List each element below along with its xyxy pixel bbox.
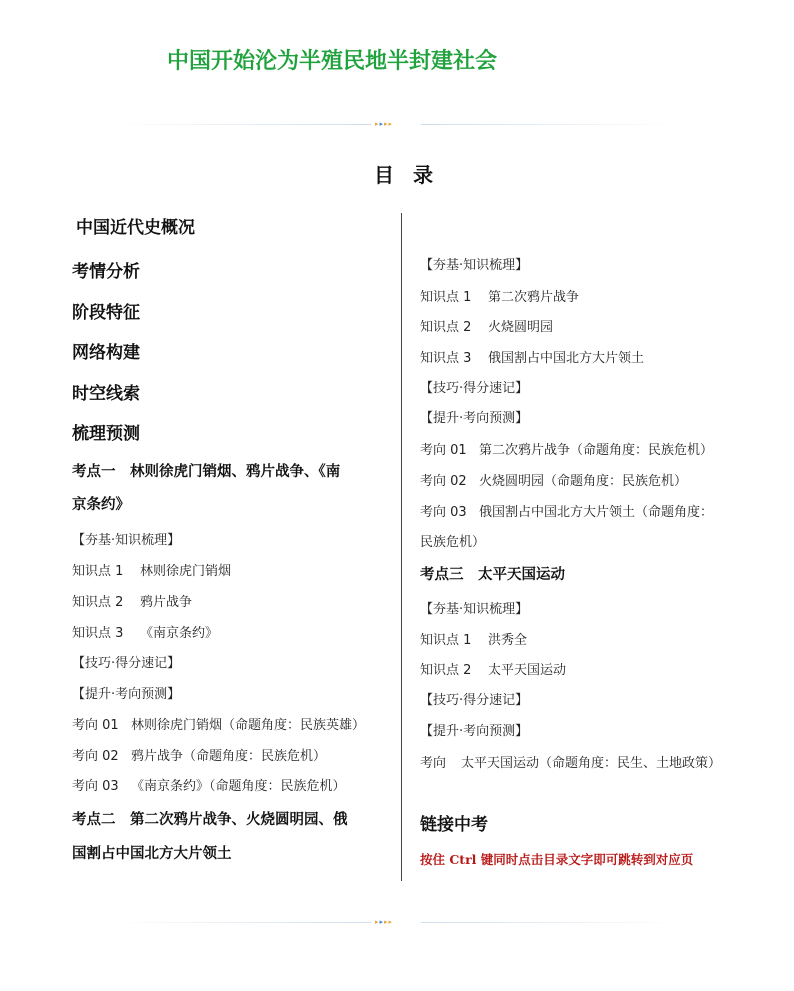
toc-link-kp1-d2[interactable] [72,745,326,764]
column-divider [401,213,402,881]
toc-link-forecast[interactable]: 梳理预测 [72,424,140,444]
item-prefix: 考向 01 [420,443,467,458]
item-text: 《南京条约》（命题角度：民族危机） [131,779,346,794]
toc-link-kp2-k3[interactable] [420,347,644,366]
item-prefix: 知识点 3 [72,626,124,641]
item-prefix: 考向 01 [72,718,119,733]
toc-heading: 目 录 [374,163,439,187]
item-text: 俄国割占中国北方大片领土 [488,351,645,366]
item-prefix: 知识点 3 [420,351,472,366]
toc-link-kp2-line2[interactable]: 国割占中国北方大片领土 [72,846,232,862]
item-prefix: 知识点 1 [72,564,124,579]
toc-link-stage[interactable]: 阶段特征 [72,303,140,323]
item-prefix: 知识点 2 [72,595,124,610]
toc-link-analysis[interactable]: 考情分析 [72,262,140,282]
toc-link-kp3-basics[interactable]: 【夯基·知识梳理】 [420,602,529,617]
toc-link-kp1-d3[interactable] [72,775,346,794]
toc-link-kp2-d3[interactable] [420,501,713,520]
bottom-divider-right [421,922,677,923]
top-divider-ornament: ▸▸▸▸ [375,120,394,128]
toc-link-kp2-d1[interactable] [420,439,713,458]
toc-link-overview[interactable]: 中国近代史概况 [76,218,195,238]
item-text: 鸦片战争（命题角度：民族危机） [131,749,327,764]
item-prefix: 考向 03 [420,505,467,520]
toc-link-kp2-skill[interactable]: 【技巧·得分速记】 [420,381,529,396]
item-text: 太平天国运动 [488,663,567,678]
toc-link-timeline[interactable]: 时空线索 [72,384,140,404]
document-title: 中国开始沦为半殖民地半封建社会 [167,49,498,74]
toc-link-kp3[interactable]: 考点三 太平天国运动 [420,567,565,583]
item-prefix: 考向 02 [420,474,467,489]
toc-link-kp1-skill[interactable]: 【技巧·得分速记】 [72,656,181,671]
toc-link-kp2-d2[interactable] [420,470,687,489]
item-text: 太平天国运动（命题角度：民生、土地政策） [461,756,722,771]
item-text: 俄国割占中国北方大片领土（命题角度： [479,505,714,520]
item-prefix: 知识点 1 [420,633,472,648]
item-prefix: 知识点 2 [420,663,472,678]
item-prefix: 考向 [420,756,447,771]
item-text: 火烧圆明园（命题角度：民族危机） [479,474,688,489]
toc-link-kp1-k3[interactable] [72,622,218,641]
bottom-divider-left [115,922,371,923]
toc-link-kp1-basics[interactable]: 【夯基·知识梳理】 [72,533,181,548]
item-text: 《南京条约》 [140,626,219,641]
top-divider-right [421,124,677,125]
toc-link-kp1-d1[interactable] [72,714,365,733]
toc-link-kp2-d3-cont[interactable]: 民族危机） [420,535,486,550]
toc-link-kp1-up[interactable]: 【提升·考向预测】 [72,687,181,702]
toc-link-kp2-k2[interactable] [420,316,553,335]
item-text: 鸦片战争 [140,595,193,610]
bottom-divider-ornament: ▸▸▸▸ [375,918,394,926]
toc-link-kp2-basics[interactable]: 【夯基·知识梳理】 [420,258,529,273]
toc-link-kp3-d[interactable] [420,752,721,771]
item-text: 第二次鸦片战争（命题角度：民族危机） [479,443,714,458]
item-text: 林则徐虎门销烟（命题角度：民族英雄） [131,718,366,733]
toc-link-exam[interactable]: 链接中考 [420,815,488,835]
toc-link-kp1-line1[interactable]: 考点一 林则徐虎门销烟、鸦片战争、《南 [72,464,341,480]
navigation-hint: 按住 Ctrl 键同时点击目录文字即可跳转到对应页 [420,852,694,867]
item-prefix: 考向 02 [72,749,119,764]
top-divider-left [115,124,371,125]
toc-link-kp2-k1[interactable] [420,286,579,305]
item-prefix: 知识点 1 [420,290,472,305]
toc-link-kp2-line1[interactable]: 考点二 第二次鸦片战争、火烧圆明园、俄 [72,812,348,828]
toc-link-kp1-line2[interactable]: 京条约》 [72,497,130,513]
toc-link-kp2-up[interactable]: 【提升·考向预测】 [420,411,529,426]
toc-link-kp1-k2[interactable] [72,591,192,610]
item-text: 林则徐虎门销烟 [140,564,232,579]
item-text: 洪秀全 [488,633,528,648]
toc-link-kp3-k2[interactable] [420,659,566,678]
toc-link-kp3-k1[interactable] [420,629,527,648]
item-prefix: 知识点 2 [420,320,472,335]
item-text: 火烧圆明园 [488,320,554,335]
toc-link-kp1-k1[interactable] [72,560,231,579]
toc-link-kp3-up[interactable]: 【提升·考向预测】 [420,724,529,739]
toc-link-network[interactable]: 网络构建 [72,343,140,363]
item-text: 第二次鸦片战争 [488,290,580,305]
toc-link-kp3-skill[interactable]: 【技巧·得分速记】 [420,693,529,708]
item-prefix: 考向 03 [72,779,119,794]
